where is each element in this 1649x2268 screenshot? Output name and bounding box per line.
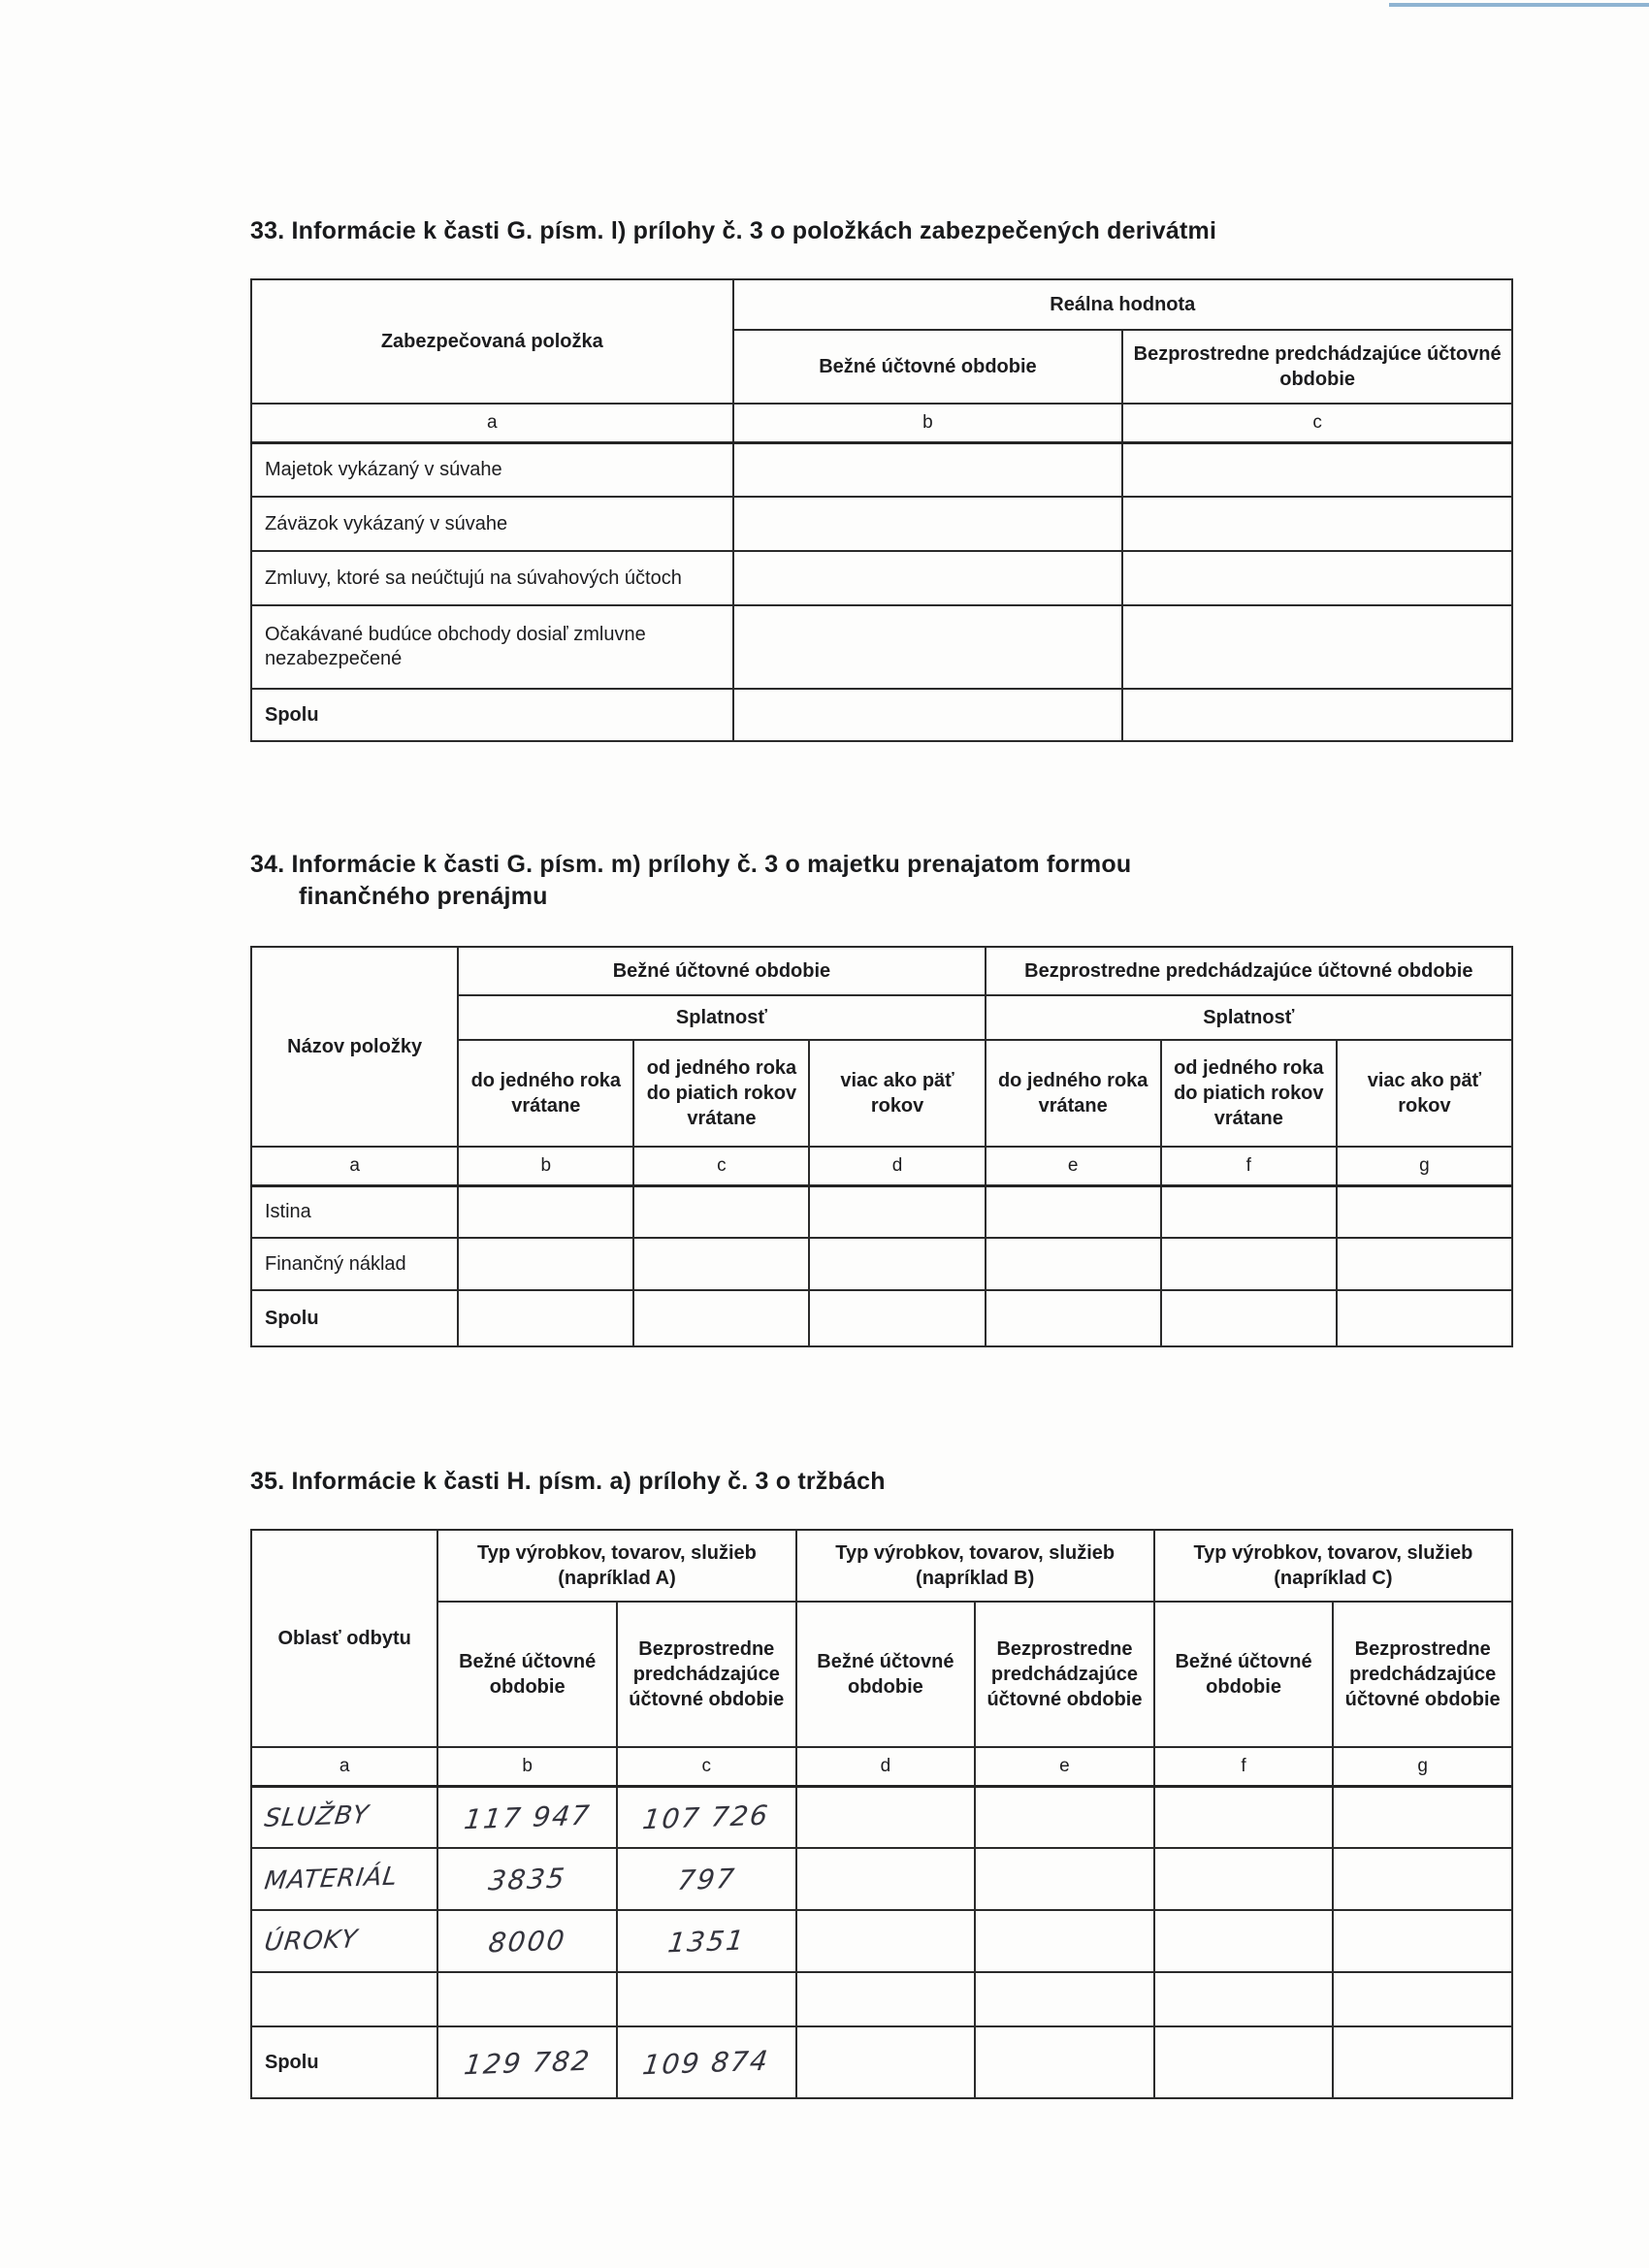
handwritten-row-label — [251, 1786, 437, 1848]
table-row — [251, 551, 1512, 605]
column-letter-b: b — [458, 1147, 633, 1185]
empty-cell — [1154, 1786, 1334, 1848]
empty-cell — [1122, 497, 1512, 551]
header-real-value: Reálna hodnota — [733, 279, 1512, 330]
header-current-period-group: Bežné účtovné obdobie — [458, 947, 985, 995]
header-over-five-years-current: viac ako päť rokov — [809, 1040, 985, 1147]
empty-cell — [796, 1972, 976, 2026]
handwriting: 109 874 — [641, 2044, 772, 2081]
empty-cell — [809, 1290, 985, 1346]
empty-cell — [1122, 442, 1512, 497]
header-sales-area: Oblasť odbytu — [251, 1530, 437, 1747]
header-one-to-five-years-current: od jedného roka do piatich rokov vrátane — [633, 1040, 809, 1147]
column-letter-f: f — [1161, 1147, 1337, 1185]
empty-cell — [1161, 1238, 1337, 1290]
header-previous-period-b: Bezprostredne predchádzajúce účtovné obdobie — [975, 1602, 1154, 1747]
column-letter-a: a — [251, 1147, 458, 1185]
empty-cell — [796, 1848, 976, 1910]
header-current-period-c: Bežné účtovné obdobie — [1154, 1602, 1334, 1747]
header-up-to-one-year-current: do jedného roka vrátane — [458, 1040, 633, 1147]
column-letter-f: f — [1154, 1747, 1334, 1786]
section-34-title-line-1: 34. Informácie k časti G. písm. m) prílohy č. 3 o majetku prenajatom formou — [250, 851, 1132, 878]
column-letter-d: d — [796, 1747, 976, 1786]
form-content — [250, 0, 1513, 2099]
empty-cell — [986, 1238, 1161, 1290]
header-previous-period-c: Bezprostredne predchádzajúce účtovné obdobie — [1333, 1602, 1512, 1747]
column-letter-c: c — [617, 1747, 796, 1786]
empty-cell — [633, 1238, 809, 1290]
row-label-total: Spolu — [251, 1290, 458, 1346]
handwritten-row-label — [251, 1848, 437, 1910]
handwritten-value-cell — [617, 2026, 796, 2098]
revenues-table — [250, 1529, 1513, 2099]
handwriting: 117 947 — [462, 1798, 593, 1836]
section-35-title: 35. Informácie k časti H. písm. a) prílohy č. 3 o tržbách — [250, 1468, 886, 1495]
empty-cell — [975, 1910, 1154, 1972]
header-previous-period: Bezprostredne predchádzajúce účtovné obdobie — [1122, 330, 1512, 404]
empty-cell — [809, 1238, 985, 1290]
empty-cell — [458, 1238, 633, 1290]
empty-cell — [1161, 1290, 1337, 1346]
header-current-period-b: Bežné účtovné obdobie — [796, 1602, 976, 1747]
empty-cell — [986, 1290, 1161, 1346]
header-current-period-a: Bežné účtovné obdobie — [437, 1602, 617, 1747]
row-label-expected-future-trades: Očakávané budúce obchody dosiaľ zmluvne nezabezpečené — [251, 605, 733, 689]
empty-cell — [1122, 689, 1512, 741]
header-one-to-five-years-previous: od jedného roka do piatich rokov vrátane — [1161, 1040, 1337, 1147]
finance-lease-table — [250, 946, 1513, 1347]
empty-cell — [633, 1185, 809, 1238]
row-label-total: Spolu — [251, 2026, 437, 2098]
empty-cell — [1154, 1910, 1334, 1972]
header-current-period: Bežné účtovné obdobie — [733, 330, 1123, 404]
handwriting: ÚROKY — [262, 1925, 360, 1958]
row-label-liabilities: Záväzok vykázaný v súvahe — [251, 497, 733, 551]
header-secured-item: Zabezpečovaná položka — [251, 279, 733, 404]
empty-cell — [1337, 1185, 1512, 1238]
handwritten-value-cell — [437, 2026, 617, 2098]
empty-cell — [1337, 1238, 1512, 1290]
header-product-type-b: Typ výrobkov, tovarov, služieb (napríklad B) — [796, 1530, 1154, 1602]
empty-cell — [458, 1185, 633, 1238]
total-row — [251, 1290, 1512, 1346]
header-product-type-a: Typ výrobkov, tovarov, služieb (napríklad A) — [437, 1530, 795, 1602]
empty-cell — [733, 689, 1123, 741]
empty-cell — [809, 1185, 985, 1238]
section-33-title: 33. Informácie k časti G. písm. l) prílohy č. 3 o položkách zabezpečených derivátmi — [250, 217, 1217, 244]
table-row — [251, 1238, 1512, 1290]
empty-cell — [975, 1848, 1154, 1910]
column-letter-e: e — [975, 1747, 1154, 1786]
handwritten-value-cell — [437, 1786, 617, 1848]
handwritten-value-cell — [617, 1786, 796, 1848]
empty-cell — [1154, 1848, 1334, 1910]
row-label-offbalance-contracts: Zmluvy, ktoré sa neúčtujú na súvahových účtoch — [251, 551, 733, 605]
table-row-services — [251, 1786, 1512, 1848]
handwriting: 797 — [675, 1862, 738, 1896]
table-row — [251, 497, 1512, 551]
handwriting: MATERIÁL — [262, 1862, 400, 1896]
row-label-principal: Istina — [251, 1185, 458, 1238]
handwriting: 1351 — [665, 1924, 748, 1959]
column-letter-c: c — [633, 1147, 809, 1185]
handwriting: 3835 — [486, 1862, 568, 1896]
row-label-assets: Majetok vykázaný v súvahe — [251, 442, 733, 497]
empty-cell — [1122, 605, 1512, 689]
header-maturity-current: Splatnosť — [458, 995, 985, 1040]
empty-cell — [1333, 1972, 1512, 2026]
empty-cell — [733, 497, 1123, 551]
empty-cell — [458, 1290, 633, 1346]
empty-cell — [1333, 1786, 1512, 1848]
column-letter-e: e — [986, 1147, 1161, 1185]
empty-cell — [437, 1972, 617, 2026]
empty-cell — [796, 1910, 976, 1972]
header-item-name: Názov položky — [251, 947, 458, 1147]
header-maturity-previous: Splatnosť — [986, 995, 1512, 1040]
table-row — [251, 1185, 1512, 1238]
empty-cell — [733, 442, 1123, 497]
table-row — [251, 605, 1512, 689]
handwriting: 8000 — [486, 1924, 568, 1959]
header-previous-period-a: Bezprostredne predchádzajúce účtovné obdobie — [617, 1602, 796, 1747]
handwritten-value-cell — [617, 1848, 796, 1910]
empty-cell — [986, 1185, 1161, 1238]
empty-cell — [1333, 1910, 1512, 1972]
empty-cell — [1337, 1290, 1512, 1346]
secured-derivatives-table — [250, 278, 1513, 742]
empty-cell — [1161, 1185, 1337, 1238]
row-label-finance-cost: Finančný náklad — [251, 1238, 458, 1290]
header-up-to-one-year-previous: do jedného roka vrátane — [986, 1040, 1161, 1147]
section-34-title-line-2: finančného prenájmu — [299, 883, 548, 910]
table-row-interest — [251, 1910, 1512, 1972]
section-34-title — [250, 849, 1513, 913]
column-letter-b: b — [733, 404, 1123, 442]
empty-cell — [1122, 551, 1512, 605]
row-label-total: Spolu — [251, 689, 733, 741]
handwritten-value-cell — [437, 1910, 617, 1972]
table-row-material — [251, 1848, 1512, 1910]
table-row-blank — [251, 1972, 1512, 2026]
empty-cell — [975, 1972, 1154, 2026]
column-letter-a: a — [251, 404, 733, 442]
total-row — [251, 689, 1512, 741]
handwriting: 129 782 — [462, 2044, 593, 2081]
handwritten-value-cell — [437, 1848, 617, 1910]
column-letter-a: a — [251, 1747, 437, 1786]
empty-cell — [617, 1972, 796, 2026]
empty-cell — [251, 1972, 437, 2026]
empty-cell — [1333, 1848, 1512, 1910]
table-row — [251, 442, 1512, 497]
empty-cell — [1154, 2026, 1334, 2098]
handwriting: 107 726 — [641, 1798, 772, 1836]
column-letter-b: b — [437, 1747, 617, 1786]
handwriting: SLUŽBY — [262, 1800, 372, 1833]
header-previous-period-group: Bezprostredne predchádzajúce účtovné obdobie — [986, 947, 1512, 995]
empty-cell — [796, 2026, 976, 2098]
empty-cell — [796, 1786, 976, 1848]
total-row — [251, 2026, 1512, 2098]
empty-cell — [975, 2026, 1154, 2098]
empty-cell — [1333, 2026, 1512, 2098]
handwritten-value-cell — [617, 1910, 796, 1972]
column-letter-d: d — [809, 1147, 985, 1185]
column-letter-c: c — [1122, 404, 1512, 442]
column-letter-g: g — [1337, 1147, 1512, 1185]
column-letter-g: g — [1333, 1747, 1512, 1786]
header-product-type-c: Typ výrobkov, tovarov, služieb (napríklad C) — [1154, 1530, 1512, 1602]
empty-cell — [1154, 1972, 1334, 2026]
empty-cell — [733, 605, 1123, 689]
empty-cell — [633, 1290, 809, 1346]
handwritten-row-label — [251, 1910, 437, 1972]
empty-cell — [733, 551, 1123, 605]
header-over-five-years-previous: viac ako päť rokov — [1337, 1040, 1512, 1147]
empty-cell — [975, 1786, 1154, 1848]
